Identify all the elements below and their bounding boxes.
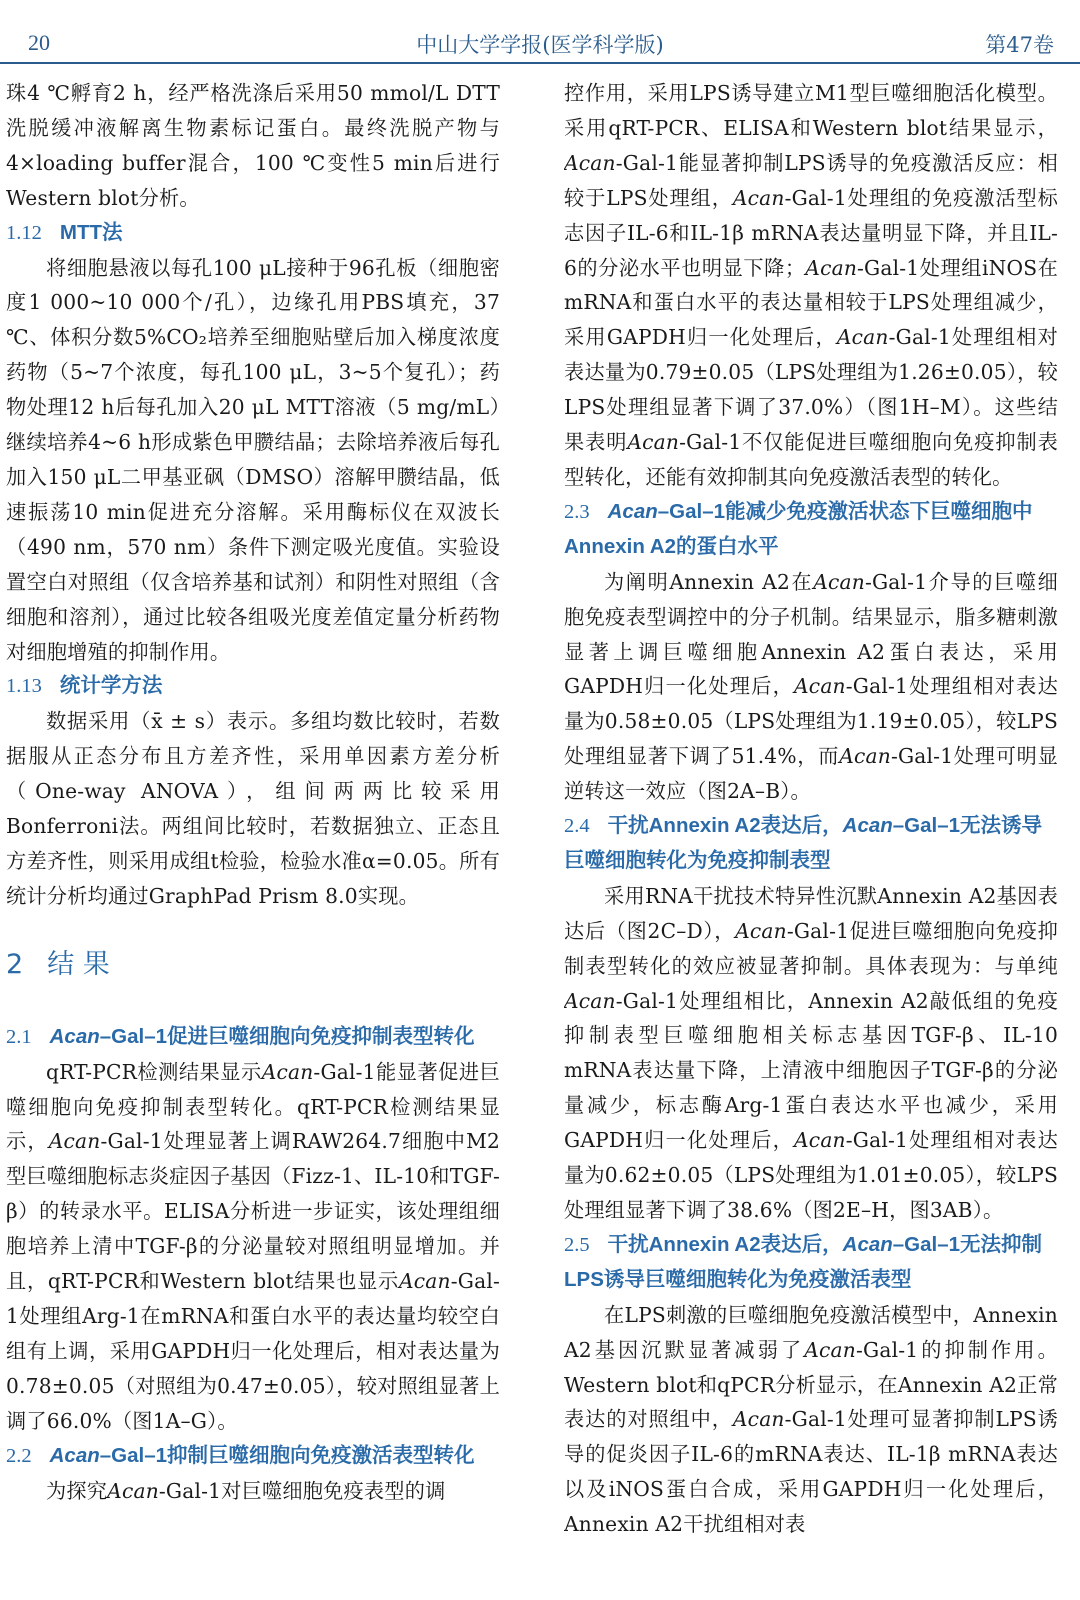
paragraph-statistics: 数据采用（x̄ ± s）表示。多组均数比较时，若数据服从正态分布且方差齐性，采用单因素方差分析（One-way ANOVA），组间两两比较采用Bonferroni法。两组间比较时，若数据独立、正态且方差齐性，则采用成组t检验，检验水准α=0.05。所有统计分析均通过GraphPad Prism 8.0实现。 [6,709,500,908]
gene-name: Acan [794,674,846,699]
heading-text-pre: 干扰Annexin A2表达后， [607,1232,843,1256]
text-run: 为探究 [46,1478,108,1503]
heading-2-4 [564,809,1058,879]
paragraph-2-1 [6,1055,500,1439]
paragraph-continuation: 珠4 ℃孵育2 h，经严格洗涤后采用50 mmol/L DTT洗脱缓冲液解离生物素标记蛋白。最终洗脱产物与4×loading buffer混合，100 ℃变性5 min后进行Western blot分析。 [6,81,500,210]
gene-name: Acan [839,744,891,769]
heading-text: –Gal–1无法抑制LPS诱导巨噬细胞转化为免疫激活表型 [564,1232,1043,1291]
gene-name: Acan [107,1478,159,1503]
gene-name: Acan [836,325,889,350]
gene-name: Acan [607,499,658,523]
gene-name: Acan [399,1269,451,1294]
section-heading-2 [6,950,500,980]
text-run: qRT-PCR检测结果显示 [46,1059,262,1084]
heading-text: –Gal–1无法诱导巨噬细胞转化为免疫抑制表型 [564,814,1043,872]
page-number: 20 [28,30,50,55]
text-run: 控作用，采用LPS诱导建立M1型巨噬细胞活化模型。采用qRT-PCR、ELISA和Western blot结果显示， [564,81,1058,140]
gene-name: Acan [804,1337,856,1362]
paragraph-2-5 [564,1298,1058,1542]
gene-name: Acan [564,150,616,175]
text-run: -Gal-1处理组相对表达量为0.58±0.05（LPS处理组为1.19±0.05），较LPS处理组显著下调了51.4%，而 [564,674,1058,769]
text-run: 采用RNA干扰技术特异性沉默Annexin A2基因表达后（图2C–D）， [564,883,1058,943]
heading-2-5 [564,1228,1058,1298]
paragraph-2-2 [6,1474,500,1509]
text-run: -Gal-1介导的巨噬细胞免疫表型调控中的分子机制。结果显示，脂多糖刺激显著上调巨噬细胞Annexin A2蛋白表达，采用GAPDH归一化处理后， [564,569,1058,699]
text-run: -Gal-1的抑制作用。Western blot和qPCR分析显示，在Annexin A2正常表达的对照组中， [564,1337,1058,1432]
gene-name: Acan [732,1407,785,1432]
right-column [564,76,1058,1600]
gene-name: Acan [48,1129,101,1154]
text-run: -Gal-1处理组相对表达量为0.79±0.05（LPS处理组为1.26±0.05），较LPS处理组显著下调了37.0%）（图1H–M）。这些结果表明 [564,325,1058,455]
heading-2-3 [564,495,1058,565]
heading-text-pre: 干扰Annexin A2表达后， [607,814,843,838]
text-run: -Gal-1能显著抑制LPS诱导的免疫激活反应：相较于LPS处理组， [564,150,1058,210]
heading-1-12 [6,216,500,251]
gene-name: Acan [564,988,616,1013]
section-title: 结 果 [47,948,110,980]
gene-name: Acan [49,1443,100,1467]
page-header [0,0,1080,70]
gene-name: Acan [794,1128,846,1153]
gene-name: Acan [261,1059,314,1084]
heading-number: 1.13 [6,675,42,698]
heading-text: MTT法 [59,220,123,244]
gene-name: Acan [805,255,858,280]
paragraph-2-3 [564,565,1058,809]
text-run: -Gal-1促进巨噬细胞向免疫抑制表型转化的效应被显著抑制。具体表现为：与单纯 [564,918,1058,978]
volume-label: 第47卷 [985,33,1054,57]
paragraph-2-2-continued [564,76,1058,495]
paragraph-2-4 [564,879,1058,1228]
heading-1-13 [6,669,500,704]
text-run: -Gal-1能显著促进巨噬细胞向免疫抑制表型转化。qRT-PCR检测结果显示， [6,1059,500,1154]
text-run: -Gal-1不仅能促进巨噬细胞向免疫抑制表型转化，还能有效抑制其向免疫激活表型的转化。 [564,430,1058,489]
text-run: -Gal-1处理组的免疫激活型标志因子IL-6和IL-1β mRNA表达量明显下降，并且IL-6的分泌水平也明显下降； [564,185,1058,280]
text-run: -Gal-1处理组iNOS在mRNA和蛋白水平的表达量相较于LPS处理组减少，采用GAPDH归一化处理后， [564,255,1058,350]
gene-name: Acan [732,185,785,210]
heading-number: 2.2 [6,1444,32,1467]
text-run: -Gal-1处理显著上调RAW264.7细胞中M2型巨噬细胞标志炎症因子基因（Fizz-1、IL-10和TGF-β）的转录水平。ELISA分析进一步证实，该处理组细胞培养上清中TGF-β的分泌量较对照组明显增加。并且，qRT-PCR和Western blot结果也显示 [6,1129,500,1294]
paragraph-mtt: 将细胞悬液以每孔100 μL接种于96孔板（细胞密度1 000~10 000个/孔），边缘孔用PBS填充，37 ℃、体积分数5%CO₂培养至细胞贴壁后加入梯度浓度药物（5~7个浓度，每孔100 μL，3~5个复孔）；药物处理12 h后每孔加入20 μL MTT溶液（5 mg/mL）继续培养4~6 h形成紫色甲臜结晶；去除培养液后每孔加入150 μL二甲基亚砜（DMSO）溶解甲臜结晶，低速振荡10 min促进充分溶解。采用酶标仪在双波长（490 nm，570 nm）条件下测定吸光度值。实验设置空白对照组（仅含培养基和试剂）和阴性对照组（含细胞和溶剂），通过比较各组吸光度差值定量分析药物对细胞增殖的抑制作用。 [6,255,500,664]
text-run: -Gal-1处理组Arg-1在mRNA和蛋白水平的表达量均较空白组有上调，采用GAPDH归一化处理后，相对表达量为0.78±0.05（对照组为0.47±0.05），较对照组显著上调了66.0%（图1A–G）。 [6,1269,500,1433]
journal-title: 中山大学学报(医学科学版) [416,33,664,57]
section-number: 2 [6,948,24,980]
heading-2-2 [6,1439,500,1474]
text-run: 为阐明Annexin A2在 [604,569,814,594]
heading-text: –Gal–1促进巨噬细胞向免疫抑制表型转化 [99,1024,475,1048]
text-run: -Gal-1处理组相对表达量为0.62±0.05（LPS处理组为1.01±0.05），较LPS处理组显著下调了38.6%（图2E–H，图3AB）。 [564,1128,1058,1222]
heading-number: 2.3 [564,500,590,523]
heading-number: 2.4 [564,815,590,838]
heading-number: 1.12 [6,221,42,244]
heading-text: 统计学方法 [59,674,163,698]
gene-name: Acan [842,1232,893,1256]
gene-name: Acan [813,569,865,594]
heading-text: –Gal–1抑制巨噬细胞向免疫激活表型转化 [99,1443,475,1467]
heading-text: –Gal–1能减少免疫激活状态下巨噬细胞中Annexin A2的蛋白水平 [564,499,1033,558]
gene-name: Acan [627,430,680,455]
text-run: -Gal-1对巨噬细胞免疫表型的调 [158,1478,446,1503]
text-run: 在LPS刺激的巨噬细胞免疫激活模型中，Annexin A2基因沉默显著减弱了 [564,1302,1058,1362]
text-run: -Gal-1处理可显著抑制LPS诱导的促炎因子IL-6的mRNA表达、IL-1β mRNA表达以及iNOS蛋白合成，采用GAPDH归一化处理后，Annexin A2干扰组相对表 [564,1407,1058,1537]
heading-number: 2.1 [6,1025,32,1048]
gene-name: Acan [842,814,893,838]
text-run: -Gal-1处理可明显逆转这一效应（图2A–B）。 [564,744,1058,804]
gene-name: Acan [49,1024,100,1048]
left-column [6,76,500,1600]
text-run: -Gal-1处理组相比，Annexin A2敲低组的免疫抑制表型巨噬细胞相关标志基因TGF-β、IL-10 mRNA表达量下降，上清液中细胞因子TGF-β的分泌量减少，标志酶Arg-1蛋白表达水平也减少，采用GAPDH归一化处理后， [564,988,1058,1153]
heading-number: 2.5 [564,1233,590,1256]
gene-name: Acan [735,918,787,943]
header-rule [0,62,1080,64]
heading-2-1 [6,1020,500,1055]
